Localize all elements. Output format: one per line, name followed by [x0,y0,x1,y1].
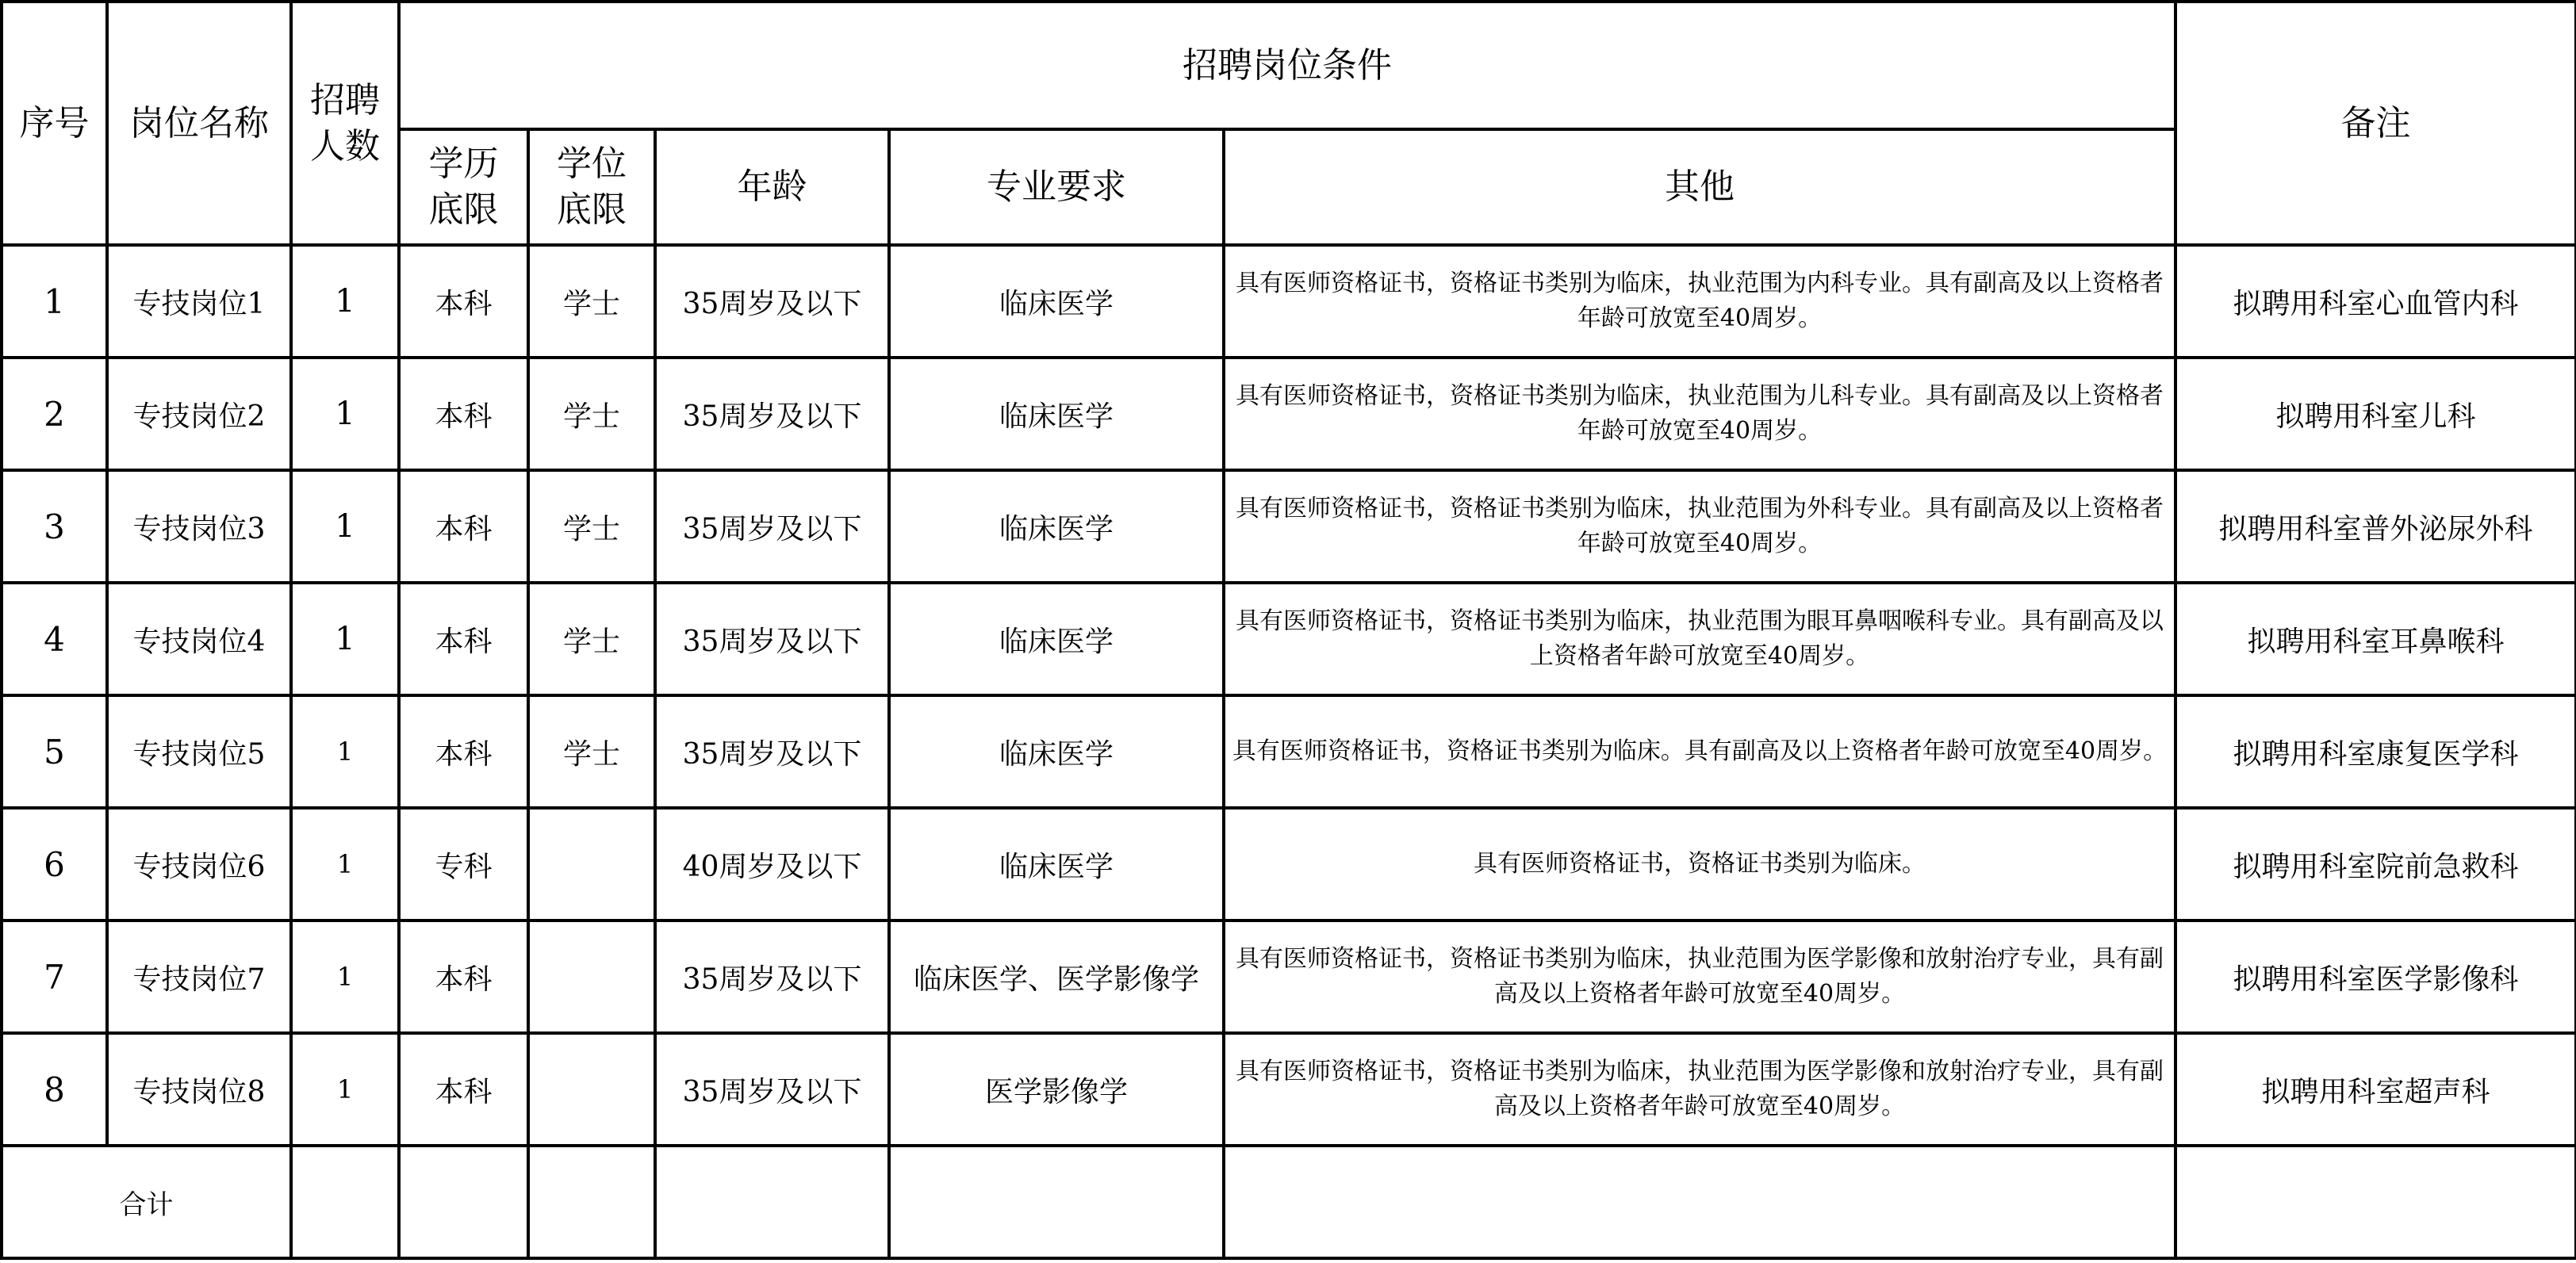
cell-education: 本科 [399,583,528,695]
table-row [2,358,2576,470]
header-row-1 [2,2,2576,129]
total-education [399,1146,528,1258]
total-major [889,1146,1224,1258]
cell-seq: 7 [2,920,107,1033]
cell-education: 本科 [399,245,528,358]
header-post-name: 岗位名称 [107,2,291,245]
cell-seq: 5 [2,695,107,808]
cell-degree: 学士 [528,470,655,583]
cell-seq: 1 [2,245,107,358]
cell-post-name: 专技岗位2 [107,358,291,470]
cell-degree: 学士 [528,358,655,470]
header-headcount-line-1: 招聘 [310,79,380,121]
total-other [1224,1146,2175,1258]
cell-education: 专科 [399,808,528,920]
cell-major: 临床医学 [889,358,1224,470]
cell-remark: 拟聘用科室医学影像科 [2175,920,2576,1033]
total-headcount [291,1146,399,1258]
header-remark: 备注 [2175,2,2576,245]
cell-age: 35周岁及以下 [655,583,889,695]
header-education-line-1: 学历 [428,144,499,184]
cell-degree: 学士 [528,583,655,695]
cell-other: 具有医师资格证书，资格证书类别为临床。 [1224,808,2175,920]
cell-other: 具有医师资格证书，资格证书类别为临床。具有副高及以上资格者年龄可放宽至40周岁。 [1224,695,2175,808]
cell-age: 35周岁及以下 [655,470,889,583]
cell-education: 本科 [399,695,528,808]
cell-age: 35周岁及以下 [655,358,889,470]
header-headcount [291,2,399,245]
header-headcount-line-2: 人数 [310,125,380,166]
header-degree-line-2: 底限 [557,189,627,230]
cell-headcount: 1 [291,583,399,695]
total-age [655,1146,889,1258]
cell-headcount: 1 [291,470,399,583]
cell-headcount: 1 [291,1033,399,1146]
cell-seq: 8 [2,1033,107,1146]
cell-remark: 拟聘用科室心血管内科 [2175,245,2576,358]
cell-seq: 2 [2,358,107,470]
cell-headcount: 1 [291,808,399,920]
total-remark [2175,1146,2576,1258]
cell-other: 具有医师资格证书，资格证书类别为临床，执业范围为外科专业。具有副高及以上资格者年龄可放宽至40周岁。 [1224,470,2175,583]
header-degree-line-1: 学位 [557,144,627,184]
total-label: 合计 [2,1146,291,1258]
header-seq: 序号 [2,2,107,245]
cell-major: 医学影像学 [889,1033,1224,1146]
cell-major: 临床医学 [889,808,1224,920]
cell-major: 临床医学 [889,470,1224,583]
total-row [2,1146,2576,1258]
cell-remark: 拟聘用科室院前急救科 [2175,808,2576,920]
cell-headcount: 1 [291,245,399,358]
cell-age: 40周岁及以下 [655,808,889,920]
header-age: 年龄 [655,129,889,245]
header-major: 专业要求 [889,129,1224,245]
cell-major: 临床医学 [889,245,1224,358]
cell-degree: 学士 [528,245,655,358]
cell-remark: 拟聘用科室儿科 [2175,358,2576,470]
cell-degree: 学士 [528,695,655,808]
table-row [2,470,2576,583]
cell-major: 临床医学 [889,583,1224,695]
table-row [2,808,2576,920]
cell-post-name: 专技岗位5 [107,695,291,808]
cell-headcount: 1 [291,920,399,1033]
cell-age: 35周岁及以下 [655,695,889,808]
header-other: 其他 [1224,129,2175,245]
cell-education: 本科 [399,358,528,470]
cell-post-name: 专技岗位8 [107,1033,291,1146]
cell-headcount: 1 [291,358,399,470]
cell-education: 本科 [399,470,528,583]
cell-post-name: 专技岗位6 [107,808,291,920]
cell-post-name: 专技岗位1 [107,245,291,358]
header-conditions: 招聘岗位条件 [399,2,2175,129]
cell-education: 本科 [399,1033,528,1146]
table-row [2,920,2576,1033]
cell-post-name: 专技岗位4 [107,583,291,695]
cell-degree [528,920,655,1033]
header-education [399,129,528,245]
cell-seq: 3 [2,470,107,583]
cell-other: 具有医师资格证书，资格证书类别为临床，执业范围为医学影像和放射治疗专业，具有副高及以上资格者年龄可放宽至40周岁。 [1224,920,2175,1033]
cell-remark: 拟聘用科室超声科 [2175,1033,2576,1146]
cell-remark: 拟聘用科室康复医学科 [2175,695,2576,808]
cell-education: 本科 [399,920,528,1033]
cell-major: 临床医学、医学影像学 [889,920,1224,1033]
cell-other: 具有医师资格证书，资格证书类别为临床，执业范围为眼耳鼻咽喉科专业。具有副高及以上资格者年龄可放宽至40周岁。 [1224,583,2175,695]
cell-major: 临床医学 [889,695,1224,808]
cell-age: 35周岁及以下 [655,245,889,358]
cell-headcount: 1 [291,695,399,808]
cell-other: 具有医师资格证书，资格证书类别为临床，执业范围为医学影像和放射治疗专业，具有副高及以上资格者年龄可放宽至40周岁。 [1224,1033,2175,1146]
cell-other: 具有医师资格证书，资格证书类别为临床，执业范围为内科专业。具有副高及以上资格者年龄可放宽至40周岁。 [1224,245,2175,358]
cell-age: 35周岁及以下 [655,1033,889,1146]
cell-degree [528,1033,655,1146]
cell-post-name: 专技岗位7 [107,920,291,1033]
cell-degree [528,808,655,920]
cell-age: 35周岁及以下 [655,920,889,1033]
cell-remark: 拟聘用科室耳鼻喉科 [2175,583,2576,695]
header-education-line-2: 底限 [428,189,499,230]
table-row [2,583,2576,695]
cell-other: 具有医师资格证书，资格证书类别为临床，执业范围为儿科专业。具有副高及以上资格者年龄可放宽至40周岁。 [1224,358,2175,470]
cell-post-name: 专技岗位3 [107,470,291,583]
table-row [2,1033,2576,1146]
cell-seq: 6 [2,808,107,920]
table-row [2,695,2576,808]
cell-remark: 拟聘用科室普外泌尿外科 [2175,470,2576,583]
table-row [2,245,2576,358]
cell-seq: 4 [2,583,107,695]
total-degree [528,1146,655,1258]
header-degree [528,129,655,245]
